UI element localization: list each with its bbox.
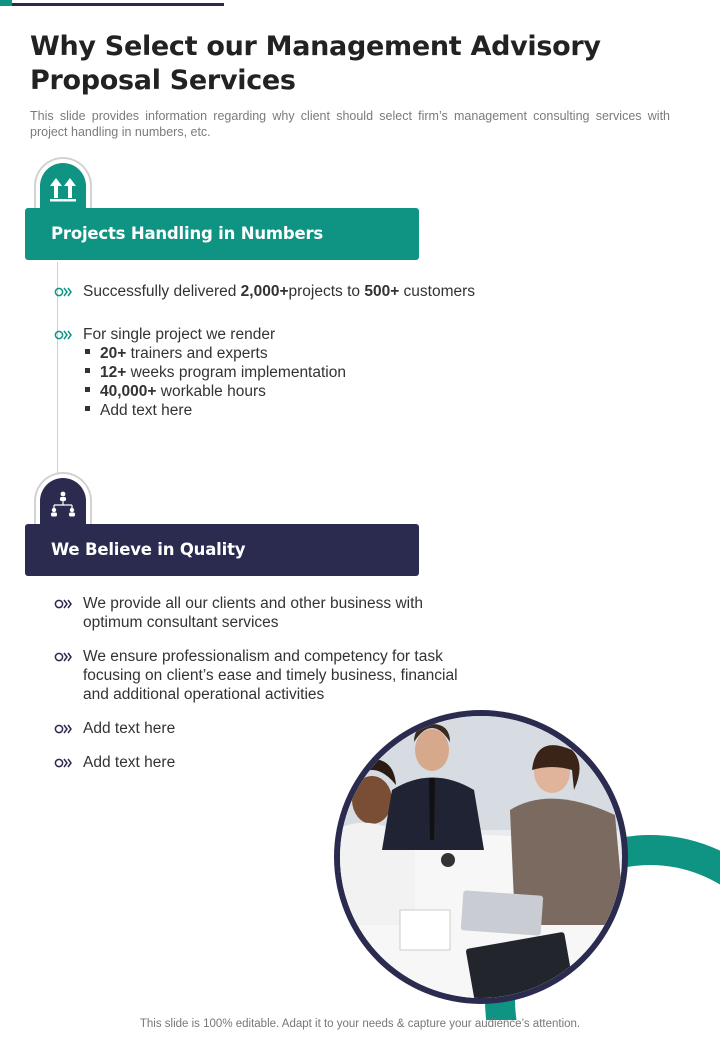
list-item: Successfully delivered 2,000+projects to 500+ customers	[54, 282, 494, 301]
page-title: Why Select our Management Advisory Proposal Services	[30, 31, 601, 96]
section1-heading: Projects Handling in Numbers	[25, 208, 419, 260]
footer-note: This slide is 100% editable. Adapt it to your needs & capture your audience’s attention.	[139, 1018, 581, 1030]
sub-list-item: 20+ trainers and experts	[85, 344, 465, 363]
page-subtitle: This slide provides information regarding why client should select firm’s management consulting services with project handling in numbers, etc.	[30, 109, 670, 139]
list-item: We ensure professionalism and competency for task focusing on client’s ease and timely business, financial and additional operational activities	[54, 647, 494, 704]
list-item: We provide all our clients and other business with optimum consultant services	[54, 594, 494, 632]
list-item: For single project we render	[54, 325, 494, 344]
section2-heading: We Believe in Quality	[25, 524, 419, 576]
list-item: Add text here	[54, 753, 494, 772]
sub-list-item: Add text here	[85, 401, 465, 420]
list-item: Add text here	[54, 719, 494, 738]
business-meeting-photo	[290, 710, 670, 1025]
sub-list-item: 12+ weeks program implementation	[85, 363, 465, 382]
sub-list-item: 40,000+ workable hours	[85, 382, 465, 401]
